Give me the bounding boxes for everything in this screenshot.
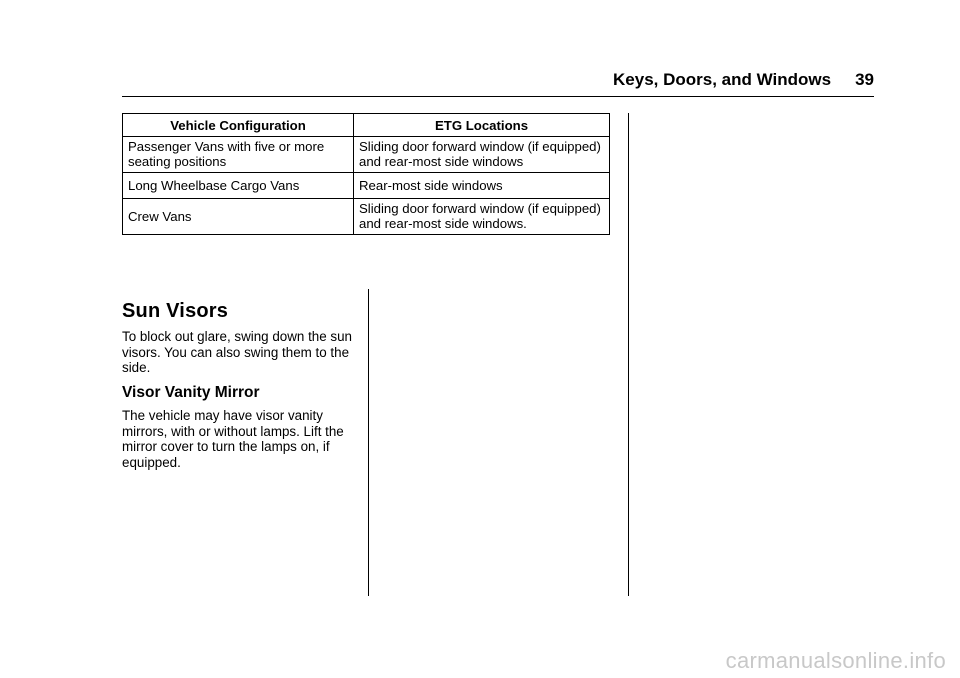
page-number: 39 [855,70,874,89]
column-divider [628,113,629,596]
section-title: Keys, Doors, and Windows [613,70,832,89]
table-row [123,199,610,235]
table-cell: Passenger Vans with five or more seating positions [123,137,354,173]
table-cell: Long Wheelbase Cargo Vans [123,173,354,199]
table-cell: Sliding door forward window (if equipped) and rear-most side windows. [354,199,610,235]
etg-locations-table [122,113,610,235]
header-text [613,70,874,90]
table-cell: Crew Vans [123,199,354,235]
table-cell: Rear-most side windows [354,173,610,199]
visor-vanity-mirror-paragraph: The vehicle may have visor vanity mirrors, with or without lamps. Lift the mirror cover to turn the lamps on, if equipped. [122,408,344,470]
table-row [123,137,610,173]
table-row [123,173,610,199]
watermark: carmanualsonline.info [725,648,946,673]
table-header-row [123,114,610,137]
column-header-etg-locations: ETG Locations [354,114,610,137]
column-header-vehicle-configuration: Vehicle Configuration [123,114,354,137]
column-divider [368,289,369,596]
sun-visors-paragraph: To block out glare, swing down the sun visors. You can also swing them to the side. [122,329,353,375]
page-header [122,70,874,97]
table-cell: Sliding door forward window (if equipped) and rear-most side windows [354,137,610,173]
sun-visors-heading: Sun Visors [122,300,229,322]
visor-vanity-mirror-heading: Visor Vanity Mirror [122,384,260,401]
